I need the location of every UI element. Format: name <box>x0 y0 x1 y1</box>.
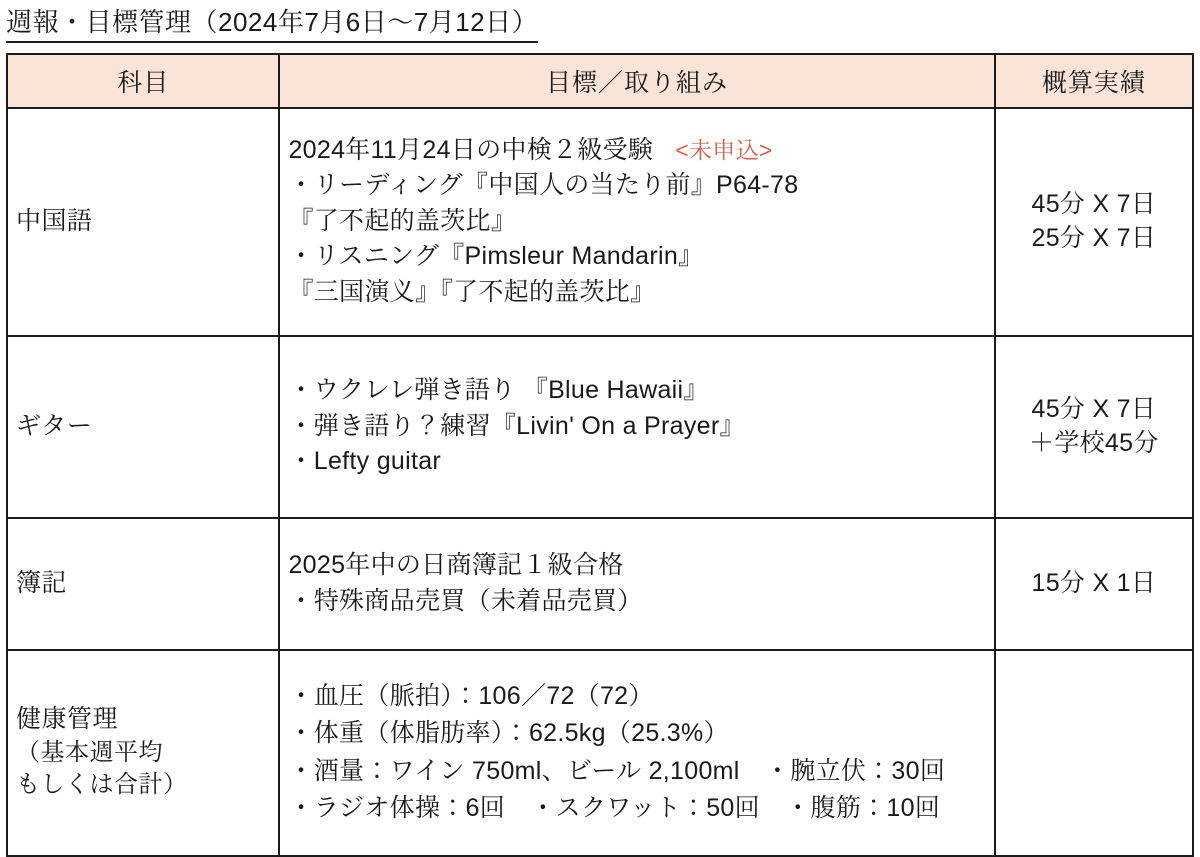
cell-goal <box>279 108 994 336</box>
weekly-report-table <box>6 53 1194 857</box>
status-badge-unapplied: <未申込> <box>675 136 773 163</box>
goal-line: ・ラジオ体操：6回 ・スクワット：50回 ・腹筋：10回 <box>288 794 941 822</box>
page-title-container <box>0 0 1200 43</box>
subject-line: 健康管理 <box>16 705 119 734</box>
cell-subject: 中国語 <box>7 108 279 336</box>
column-header-goal: 目標／取り組み <box>279 54 994 108</box>
actual-line: 45分 X 7日 <box>1031 189 1157 218</box>
cell-subject: 簿記 <box>7 518 279 650</box>
subject-line: もしくは合計） <box>16 771 188 799</box>
goal-line: 2025年中の日商簿記１級合格 <box>288 551 624 579</box>
table-row <box>7 336 1193 518</box>
goal-line: 『三国演义』『了不起的盖茨比』 <box>288 277 656 306</box>
table-row <box>7 518 1193 650</box>
cell-subject: ギター <box>7 336 279 518</box>
column-header-subject: 科目 <box>7 54 279 108</box>
goal-line: ・酒量：ワイン 750ml、ビール 2,100ml ・腕立伏：30回 <box>288 756 946 785</box>
goal-line: ・リーディング『中国人の当たり前』P64-78 <box>288 171 799 200</box>
subject-line: （基本週平均 <box>16 738 163 766</box>
actual-line: 25分 X 7日 <box>1031 223 1157 252</box>
goal-line: ・体重（体脂肪率）：62.5kg（25.3%） <box>288 719 729 747</box>
goal-line: 『了不起的盖茨比』 <box>288 206 517 235</box>
cell-actual <box>995 650 1193 856</box>
goal-line: ・血圧（脈拍）：106／72（72） <box>288 681 654 710</box>
page-title: 週報・目標管理（2024年7月6日〜7月12日） <box>6 6 538 43</box>
table-body <box>7 108 1193 856</box>
goal-line: ・リスニング『Pimsleur Mandarin』 <box>288 242 704 271</box>
goal-line: ・弾き語り？練習『Livin' On a Prayer』 <box>288 411 745 440</box>
actual-line: 15分 X 1日 <box>1031 568 1157 597</box>
cell-actual <box>995 108 1193 336</box>
table-header-row <box>7 54 1193 108</box>
column-header-actual: 概算実績 <box>995 54 1193 108</box>
goal-line: ・特殊商品売買（未着品売買） <box>288 586 643 615</box>
goal-line: ・Lefty guitar <box>288 447 442 476</box>
goal-line-text: 2024年11月24日の中検２級受験 <box>288 135 654 164</box>
cell-goal <box>279 518 994 650</box>
actual-line: 45分 X 7日 <box>1031 394 1157 423</box>
cell-goal <box>279 650 994 856</box>
goal-line <box>288 133 985 169</box>
table-row <box>7 108 1193 336</box>
cell-actual <box>995 518 1193 650</box>
table-header <box>7 54 1193 108</box>
table-row <box>7 650 1193 856</box>
cell-subject <box>7 650 279 856</box>
cell-goal <box>279 336 994 518</box>
cell-actual <box>995 336 1193 518</box>
goal-line: ・ウクレレ弾き語り 『Blue Hawaii』 <box>288 376 709 405</box>
actual-line: ＋学校45分 <box>1029 428 1159 457</box>
